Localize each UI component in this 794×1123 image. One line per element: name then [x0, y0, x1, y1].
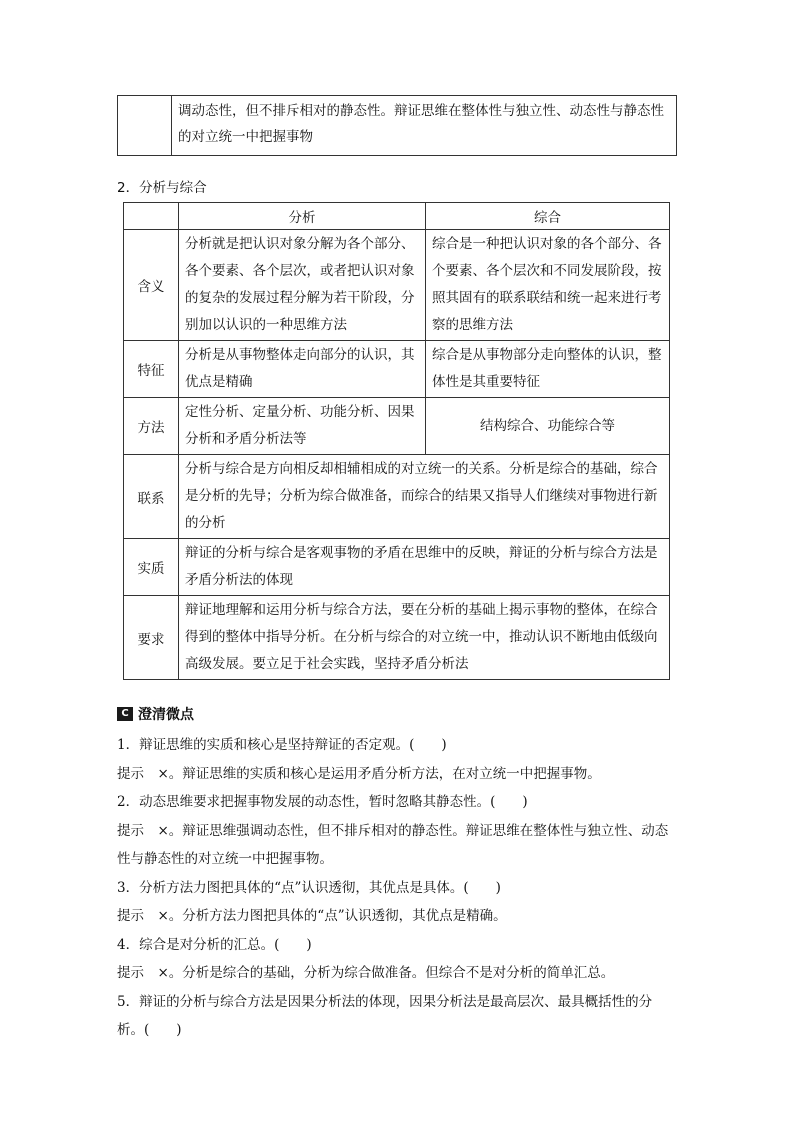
- question-3: 3．分析方法力图把具体的“点”认识透彻，其优点是具体。( ): [117, 879, 501, 896]
- answer-2: 提示 ×。辩证思维强调动态性，但不排斥相对的静态性。辩证思维在整体性与独立性、动态性与静态性的对立统一中把握事物。: [117, 822, 669, 867]
- clarify-heading: [117, 704, 194, 724]
- question-5: 5．辩证的分析与综合方法是因果分析法的体现，因果分析法是最高层次、最具概括性的分析。( ): [117, 993, 653, 1038]
- question-1: 1．辩证思维的实质和核心是坚持辩证的否定观。( ): [117, 737, 447, 753]
- row-label-relation: 联系: [124, 455, 179, 539]
- analysis-synthesis-table: [123, 202, 670, 680]
- header-synthesis: 综合: [426, 203, 670, 230]
- continued-table-text: 调动态性，但不排斥相对的静态性。辩证思维在整体性与独立性、动态性与静态性的对立统一中把握事物: [172, 96, 677, 156]
- row-label-requirement: 要求: [124, 596, 179, 680]
- continued-table-label-cell: [118, 96, 172, 156]
- row-label-meaning: 含义: [124, 230, 179, 341]
- meaning-synthesis: 综合是一种把认识对象的各个部分、各个要素、各个层次和不同发展阶段，按照其固有的联系联结和统一起来进行考察的思维方法: [426, 230, 670, 341]
- method-synthesis: 结构综合、功能综合等: [426, 398, 670, 455]
- answer-1: 提示 ×。辩证思维的实质和核心是运用矛盾分析方法，在对立统一中把握事物。: [117, 765, 601, 782]
- row-label-feature: 特征: [124, 341, 179, 398]
- header-analysis: 分析: [179, 203, 426, 230]
- answer-3: 提示 ×。分析方法力图把具体的“点”认识透彻，其优点是精确。: [117, 908, 507, 924]
- table-corner-cell: [124, 203, 179, 230]
- essence-text: 辩证的分析与综合是客观事物的矛盾在思维中的反映，辩证的分析与综合方法是矛盾分析法的体现: [179, 539, 670, 596]
- feature-synthesis: 综合是从事物部分走向整体的认识，整体性是其重要特征: [426, 341, 670, 398]
- section-title: 2．分析与综合: [117, 180, 207, 196]
- row-label-essence: 实质: [124, 539, 179, 596]
- question-2: 2．动态思维要求把握事物发展的动态性，暂时忽略其静态性。( ): [117, 794, 528, 810]
- clarify-icon: C: [117, 707, 133, 721]
- row-label-method: 方法: [124, 398, 179, 455]
- clarify-list: [117, 731, 679, 1045]
- answer-4: 提示 ×。分析是综合的基础，分析为综合做准备。但综合不是对分析的简单汇总。: [117, 965, 615, 981]
- requirement-text: 辩证地理解和运用分析与综合方法，要在分析的基础上揭示事物的整体，在综合得到的整体中指导分析。在分析与综合的对立统一中，推动认识不断地由低级向高级发展。要立足于社会实践，坚持矛盾分析法: [179, 596, 670, 680]
- meaning-analysis: 分析就是把认识对象分解为各个部分、各个要素、各个层次，或者把认识对象的复杂的发展过程分解为若干阶段，分别加以认识的一种思维方法: [179, 230, 426, 341]
- clarify-title: 澄清微点: [138, 707, 194, 723]
- continued-table: [117, 95, 677, 156]
- feature-analysis: 分析是从事物整体走向部分的认识，其优点是精确: [179, 341, 426, 398]
- question-4: 4．综合是对分析的汇总。( ): [117, 936, 312, 953]
- method-analysis: 定性分析、定量分析、功能分析、因果分析和矛盾分析法等: [179, 398, 426, 455]
- relation-text: 分析与综合是方向相反却相辅相成的对立统一的关系。分析是综合的基础，综合是分析的先导；分析为综合做准备，而综合的结果又指导人们继续对事物进行新的分析: [179, 455, 670, 539]
